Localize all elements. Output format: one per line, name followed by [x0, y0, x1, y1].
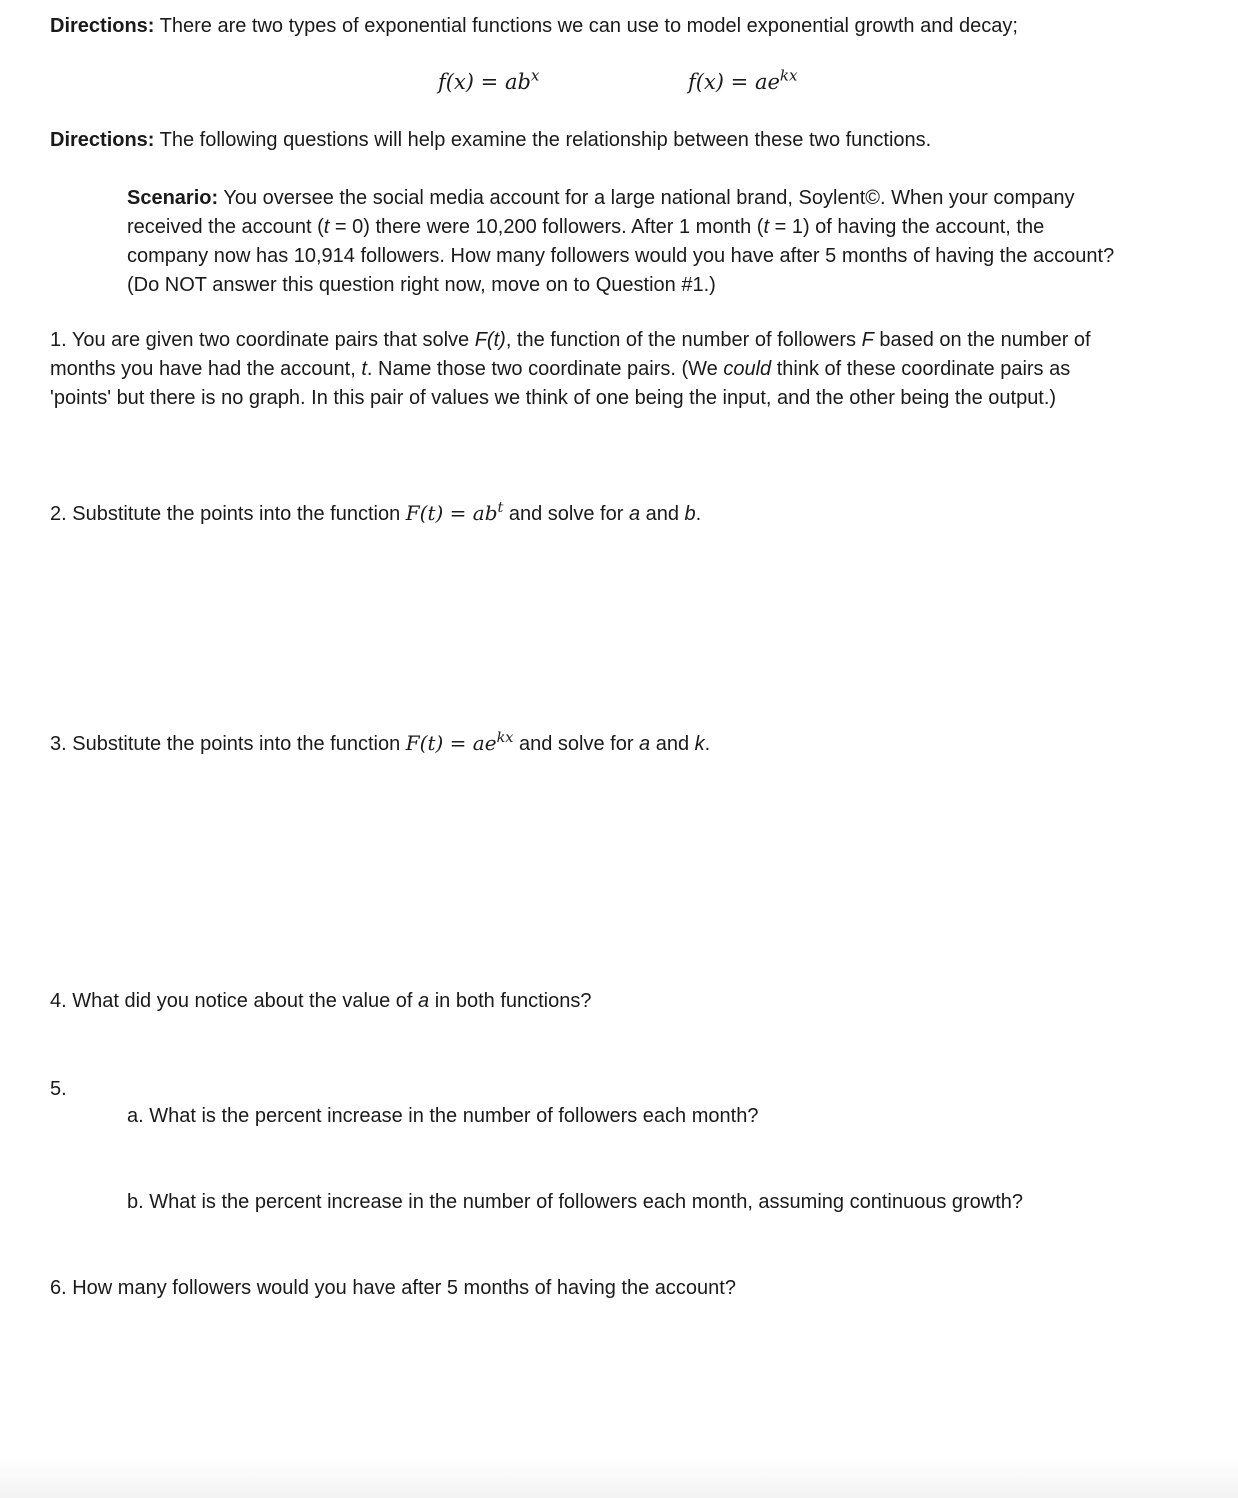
formula-ae-kx: $f(x) = ae^{kx}$ — [688, 66, 798, 94]
directions-relationship — [50, 126, 931, 155]
question-5a: a. What is the percent increase in the number of followers each month? — [127, 1105, 759, 1127]
directions-intro-text: There are two types of exponential functions we can use to model exponential growth and decay; — [154, 15, 1018, 37]
question-6: 6. How many followers would you have after 5 months of having the account? — [50, 1277, 736, 1299]
directions-relationship-text: The following questions will help examine the relationship between these two functions. — [154, 129, 932, 151]
question-1: 1. You are given two coordinate pairs that solve F(t), the function of the number of followers F based on the number of months you have had the account, t. Name those two coordinate pairs. (We could think of these coordinate pairs as 'points' but there is no graph. In this pair of values we think of one being the input, and the other being the output.) — [50, 329, 1091, 409]
page-bottom-shadow — [0, 1458, 1238, 1498]
question-2: 2. Substitute the points into the function $F(t) = ab^t$ and solve for a and b. — [50, 500, 702, 525]
question-3: 3. Substitute the points into the function $F(t) = ae^{kx}$ and solve for a and k. — [50, 730, 711, 755]
equation-ab-t: $F(t) = ab^t$ — [405, 500, 504, 525]
formula-ab-x: $f(x) = ab^x$ — [438, 66, 540, 94]
question-5b: b. What is the percent increase in the number of followers each month, assuming continuous growth? — [127, 1191, 1024, 1213]
scenario-block: Scenario: You oversee the social media account for a large national brand, Soylent©. When your company received the account (t = 0) there were 10,200 followers. After 1 month (t = 1) of having the account, the company now has 10,914 followers. How many followers would you have after 5 months of having the account? (Do NOT answer this question right now, move on to Question #1.) — [127, 187, 1115, 296]
scenario-label: Scenario: — [127, 187, 219, 209]
equation-ae-kx: $F(t) = ae^{kx}$ — [405, 730, 514, 755]
directions-intro — [50, 12, 1018, 41]
directions-label: Directions: — [50, 129, 155, 151]
directions-label: Directions: — [50, 15, 155, 37]
question-5-number: 5. — [50, 1078, 67, 1100]
question-4: 4. What did you notice about the value of a in both functions? — [50, 990, 592, 1012]
